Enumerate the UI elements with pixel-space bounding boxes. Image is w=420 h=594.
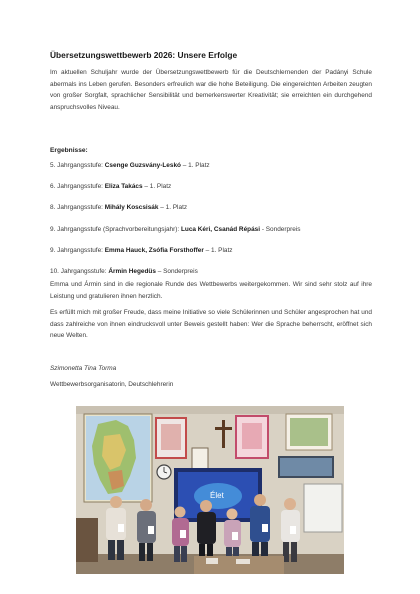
framed-picture bbox=[192, 448, 208, 470]
intro-paragraph: Im aktuellen Schuljahr wurde der Übersetzungswettbewerb für die Deutschlernenden der Padányi Schule abermals ins Leben gerufen. Besonders erfreulich war die hohe Beteiligung. Die eingereichten Arbeiten zeugten von großer Sorgfalt, sprachlicher Sensibilität und bemerkenswerter Kreativität; sie erreichten ein durchgehend anspruchsvolles Niveau. bbox=[50, 69, 372, 111]
article-title: Übersetzungswettbewerb 2026: Unsere Erfolge bbox=[50, 50, 238, 60]
closing-paragraph: Es erfüllt mich mit großer Freude, dass meine Initiative so viele Schülerinnen und Schüler angesprochen hat und dass zahlreiche von ihnen eindrucksvoll unter Beweis gestellt haben: Wer die Sprache beherrscht, eröffnet sich neue Welten. bbox=[50, 309, 372, 340]
results-list bbox=[50, 160, 380, 287]
result-item: 9. Jahrgangsstufe (Sprachvorbereitungsjahr): Luca Kéri, Csanád Répási - Sonderpreis bbox=[50, 225, 301, 233]
signature-name: Szimonetta Tina Torma bbox=[50, 365, 117, 372]
result-item: 5. Jahrgangsstufe: Csenge Guzsvány-Leskó – 1. Platz bbox=[50, 162, 210, 169]
group-photo bbox=[76, 406, 344, 574]
result-item: 10. Jahrgangsstufe: Ármin Hegedüs – Sonderpreis bbox=[50, 267, 198, 275]
screen-text: Élet bbox=[210, 491, 224, 500]
map-poster bbox=[84, 414, 152, 502]
results-heading: Ergebnisse: bbox=[50, 147, 88, 154]
result-item: 9. Jahrgangsstufe: Emma Hauck, Zsófia Forsthoffer – 1. Platz bbox=[50, 246, 233, 254]
regional-paragraph: Emma und Ármin sind in die regionale Runde des Wettbewerbs weitergekommen. Wir sind sehr stolz auf ihre Leistung und gratulieren ihnen herzlich. bbox=[50, 281, 372, 300]
result-item: 6. Jahrgangsstufe: Eliza Takács – 1. Platz bbox=[50, 183, 172, 191]
result-item: 8. Jahrgangsstufe: Mihály Koscsisák – 1. Platz bbox=[50, 204, 188, 212]
signature-role: Wettbewerbsorganisatorin, Deutschlehrerin bbox=[50, 381, 174, 388]
